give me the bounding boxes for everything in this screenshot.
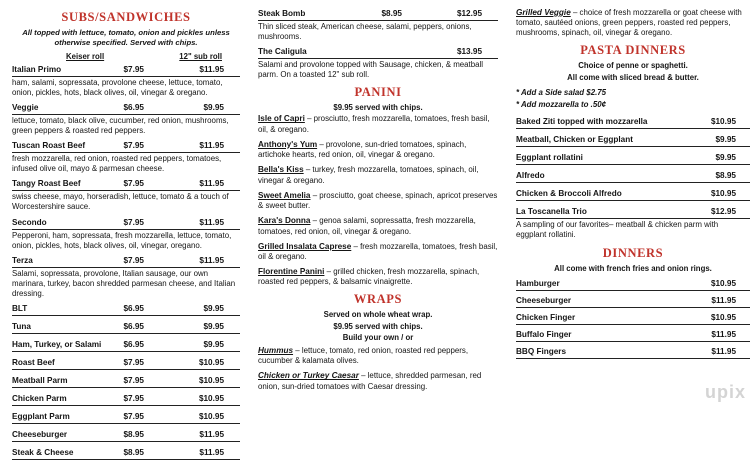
item-row	[12, 255, 240, 268]
item-price: $10.95	[710, 278, 736, 288]
menu-item	[12, 447, 240, 461]
item-description: swiss cheese, mayo, horseradish, lettuce, tomato & a touch of Worcestershire sauce.	[12, 192, 229, 212]
item-name: Grilled Insalata Caprese	[258, 241, 352, 251]
item-name: Meatball Parm	[12, 376, 68, 386]
menu-item	[12, 375, 240, 389]
dinners-note: All come with french fries and onion rings.	[554, 263, 712, 273]
pasta-addons	[516, 88, 750, 111]
item-price: $10.95	[710, 312, 736, 322]
item-description: ham, salami, sopressata, provolone cheese, lettuce, tomato, onion, pickles, hots, black olives, oil, vinegar & oregano.	[12, 78, 223, 98]
item-description: – grilled chicken, fresh mozzarella, spinach, roasted red peppers, & balsamic vinaigrette.	[258, 267, 480, 287]
item-price: $11.95	[711, 295, 736, 305]
item-price-subroll: $11.95	[199, 448, 224, 458]
item-price-subroll: $9.95	[203, 103, 224, 113]
item-name: BLT	[12, 303, 28, 313]
item-name: Sweet Amelia	[258, 190, 311, 200]
item-row	[516, 188, 750, 201]
menu-item	[12, 255, 240, 299]
item-description: – choice of fresh mozzarella or goat cheese with tomato, sautéed onions, green peppers, roasted red peppers, mushrooms, spinach, oil, vinegar & oregano.	[516, 8, 742, 38]
item-price-keiser: $7.95	[123, 217, 144, 227]
item-description	[12, 334, 240, 335]
menu-item	[12, 339, 240, 353]
menu-item	[258, 8, 498, 42]
item-price-subroll: $11.95	[199, 141, 224, 151]
wraps-section-title: WRAPS	[353, 292, 403, 307]
item-price-subroll: $12.95	[456, 9, 482, 18]
item-name: Hummus	[258, 345, 294, 355]
middle-column	[258, 8, 498, 451]
item-price-subroll: $11.95	[199, 255, 224, 265]
item-description	[12, 316, 240, 317]
item-price-keiser: $7.95	[123, 141, 144, 151]
left-column	[12, 8, 240, 458]
item-row	[12, 375, 240, 388]
item-name: La Toscanella Trio	[516, 207, 587, 217]
menu-item	[12, 303, 240, 317]
menu-item	[12, 393, 240, 407]
item-name: Steak Bomb	[258, 9, 306, 18]
item-description: Salami, sopressata, provolone, Italian sausage, our own marinara, turkey, bacon shredded parmesan cheese, and Italian dressing.	[12, 268, 236, 298]
item-description: – prosciutto, fresh mozzarella, tomatoes, fresh basil, oil, & oregano.	[258, 114, 490, 134]
pasta-list	[516, 116, 750, 240]
item-row	[516, 278, 750, 291]
item-name: Cheeseburger	[516, 295, 572, 305]
item-price-subroll: $9.95	[203, 321, 224, 331]
wraps-section	[258, 292, 498, 391]
item-row	[516, 346, 750, 359]
price-column-headers	[12, 52, 240, 61]
item-name: Chicken & Broccoli Alfredo	[516, 189, 622, 199]
item-name: Secondo	[12, 217, 47, 227]
item-name: Eggplant Parm	[12, 412, 70, 422]
item-name: Ham, Turkey, or Salami	[12, 339, 102, 349]
item-name: BBQ Fingers	[516, 346, 567, 356]
item-description: – lettuce, tomato, red onion, roasted red peppers, cucumber & kalamata olives.	[258, 345, 469, 366]
item-price-subroll: $13.95	[456, 47, 482, 57]
item-description: lettuce, tomato, black olive, cucumber, red onion, mushrooms, green peppers & roasted red peppers.	[12, 116, 229, 136]
item-row	[258, 46, 498, 59]
item-description: Thin sliced steak, American cheese, salami, peppers, onions, mushrooms.	[258, 22, 472, 42]
item-price-keiser: $6.95	[123, 339, 144, 349]
item-name: Roast Beef	[12, 357, 55, 367]
item-name: The Caligula	[258, 47, 307, 57]
item-price-subroll: $11.95	[199, 65, 224, 74]
item-price-keiser: $7.95	[123, 65, 144, 74]
menu-item	[258, 140, 498, 160]
dinners-section	[516, 246, 750, 359]
item-description	[516, 201, 750, 202]
item-name: Kara's Donna	[258, 216, 311, 226]
item-description: – genoa salami, sopressatta, fresh mozzarella, tomatoes, red onion, oil, vinegar & oregano.	[258, 216, 476, 236]
item-price-subroll: $10.95	[198, 357, 224, 367]
menu-item	[516, 295, 750, 308]
price-header-sub-roll: 12" sub roll	[179, 52, 222, 61]
menu-item	[516, 152, 750, 166]
item-price-keiser: $7.95	[123, 255, 144, 265]
item-row	[12, 393, 240, 406]
pasta-dinners-section	[516, 43, 750, 240]
item-description: – turkey, fresh mozzarella, tomatoes, spinach, oil, vinegar & oregano.	[258, 165, 479, 185]
item-price-subroll: $10.95	[198, 412, 224, 422]
item-price-subroll: $9.95	[203, 303, 224, 313]
item-description	[12, 388, 240, 389]
item-description: – provolone, sun-dried tomatoes, spinach, artichoke hearts, red onion, oil, vinegar & oregano.	[258, 139, 467, 160]
item-row	[12, 140, 240, 153]
item-name: Isle of Capri	[258, 114, 305, 124]
item-price-keiser: $8.95	[381, 9, 402, 18]
item-price-subroll: $11.95	[199, 179, 224, 189]
item-description	[12, 370, 240, 371]
menu-item	[516, 278, 750, 291]
menu-item	[258, 267, 498, 287]
item-name: Buffalo Finger	[516, 329, 572, 339]
menu-item	[12, 140, 240, 174]
item-name: Anthony's Yum	[258, 139, 318, 149]
item-row	[12, 64, 240, 77]
pasta-section-title: PASTA DINNERS	[580, 43, 686, 58]
item-price: $10.95	[710, 117, 736, 127]
item-description: fresh mozzarella, red onion, roasted red peppers, tomatoes, infused olive oil, mayo & parmesan cheese.	[12, 154, 222, 174]
item-row	[12, 178, 240, 191]
item-description	[12, 352, 240, 353]
item-price: $9.95	[715, 153, 736, 163]
item-price: $9.95	[715, 135, 736, 145]
item-price-keiser: $6.95	[123, 103, 144, 113]
pasta-addon-line: * Add mozzarella to .50¢	[516, 100, 607, 110]
item-row	[12, 217, 240, 230]
item-name: Chicken Parm	[12, 394, 67, 404]
item-name: Chicken or Turkey Caesar	[258, 371, 359, 381]
wraps-note-line: Served on whole wheat wrap.	[323, 310, 433, 320]
item-price-keiser: $8.95	[123, 430, 144, 440]
item-description	[516, 147, 750, 148]
wraps-list	[258, 346, 498, 392]
menu-item	[258, 371, 498, 391]
menu-item	[258, 216, 498, 236]
item-description: – prosciutto, goat cheese, spinach, apricot preserves & sweet butter.	[258, 190, 498, 211]
subs-list	[12, 64, 240, 461]
item-row	[516, 116, 750, 129]
subs-note: All topped with lettuce, tomato, onion and pickles unless otherwise specified. Served with chips.	[22, 28, 230, 47]
item-row	[516, 295, 750, 308]
menu-item	[12, 102, 240, 136]
menu-item	[516, 346, 750, 359]
item-price: $11.95	[711, 329, 736, 339]
item-row	[12, 321, 240, 334]
item-description	[12, 424, 240, 425]
item-row	[12, 447, 240, 460]
pasta-notes	[516, 61, 750, 82]
menu-item	[12, 357, 240, 371]
item-description	[12, 442, 240, 443]
item-name: Eggplant rollatini	[516, 153, 583, 163]
item-row	[516, 134, 750, 147]
item-row	[12, 102, 240, 115]
item-price: $8.95	[715, 171, 736, 181]
menu-item-grilled-veggie	[516, 8, 750, 38]
menu-item	[12, 429, 240, 443]
menu-item	[12, 217, 240, 251]
item-description: – lettuce, shredded parmesan, red onion, sun-dried tomatoes with Caesar dressing.	[258, 371, 482, 391]
item-price-subroll: $10.95	[198, 394, 224, 404]
item-name: Grilled Veggie	[516, 8, 571, 17]
item-name: Veggie	[12, 103, 39, 113]
item-price: $12.95	[710, 207, 736, 217]
item-row	[516, 312, 750, 325]
right-column	[516, 8, 750, 451]
specialty-subs-list	[258, 8, 498, 80]
item-name: Bella's Kiss	[258, 165, 304, 175]
item-description: Pepperoni, ham, sopressata, fresh mozzarella, lettuce, tomato, onion, pickles, hots, black olives, oil, vinegar, oregano.	[12, 230, 232, 250]
item-name: Meatball, Chicken or Eggplant	[516, 135, 633, 145]
wraps-note-line: $9.95 served with chips.	[333, 321, 423, 331]
item-name: Tuscan Roast Beef	[12, 141, 86, 151]
dinners-section-title: DINNERS	[602, 245, 664, 260]
menu-item	[258, 46, 498, 80]
subs-section-title: SUBS/SANDWICHES	[61, 10, 191, 24]
item-name: Italian Primo	[12, 65, 62, 74]
item-description: Salami and provolone topped with Sausage, chicken, & meatball parm. On a toasted 12" sub roll.	[258, 60, 484, 80]
item-name: Baked Ziti topped with mozzarella	[516, 117, 648, 127]
item-price-keiser: $8.95	[123, 448, 144, 458]
menu-item	[12, 64, 240, 98]
item-row	[516, 170, 750, 183]
menu-item	[12, 321, 240, 335]
item-price-keiser: $7.95	[123, 376, 144, 386]
item-name: Hamburger	[516, 278, 560, 288]
item-row	[12, 429, 240, 442]
menu-item	[516, 188, 750, 202]
item-price-keiser: $6.95	[123, 303, 144, 313]
wraps-note-line: Build your own / or	[342, 332, 414, 342]
menu-item	[516, 329, 750, 342]
menu-item	[12, 411, 240, 425]
item-row	[12, 357, 240, 370]
panini-list	[258, 114, 498, 287]
item-name: Tangy Roast Beef	[12, 179, 81, 189]
item-name: Chicken Finger	[516, 312, 576, 322]
item-row	[12, 303, 240, 316]
menu-item	[258, 165, 498, 185]
item-price: $11.95	[711, 346, 736, 356]
menu-item	[258, 114, 498, 134]
item-name: Tuna	[12, 321, 31, 331]
item-name: Cheeseburger	[12, 430, 68, 440]
menu-item	[12, 178, 240, 212]
pasta-addon-line: * Add a Side salad $2.75	[516, 87, 607, 97]
item-row	[516, 152, 750, 165]
item-price-keiser: $7.95	[123, 394, 144, 404]
item-price-subroll: $10.95	[198, 376, 224, 386]
item-description: A sampling of our favorites– meatball & chicken parm with eggplant rollatini.	[516, 220, 719, 240]
panini-section-title: PANINI	[354, 85, 402, 100]
item-row	[12, 339, 240, 352]
item-row	[258, 8, 498, 21]
item-name: Terza	[12, 255, 33, 265]
wraps-notes	[258, 310, 498, 342]
item-price-keiser: $7.95	[123, 179, 144, 189]
pasta-note-line: Choice of penne or spaghetti.	[578, 61, 688, 71]
menu-item	[258, 346, 498, 366]
item-description	[516, 129, 750, 130]
menu-item	[516, 134, 750, 148]
item-description: – fresh mozzarella, tomatoes, fresh basil, oil & oregano.	[258, 241, 498, 261]
item-price-subroll: $11.95	[199, 217, 224, 227]
item-description	[516, 165, 750, 166]
item-row	[516, 206, 750, 219]
menu-item	[516, 206, 750, 240]
menu-item	[516, 312, 750, 325]
watermark: upix	[704, 382, 746, 402]
item-name: Florentine Panini	[258, 267, 325, 276]
menu-item	[258, 242, 498, 262]
item-price-subroll: $9.95	[203, 339, 224, 349]
item-name: Steak & Cheese	[12, 448, 74, 458]
item-row	[12, 411, 240, 424]
item-price: $10.95	[710, 189, 736, 199]
item-description	[516, 183, 750, 184]
item-name: Alfredo	[516, 171, 545, 181]
item-price-keiser: $7.95	[123, 412, 144, 422]
menu-item	[258, 191, 498, 211]
panini-section	[258, 85, 498, 287]
pasta-note-line: All come with sliced bread & butter.	[567, 72, 699, 82]
item-row	[516, 329, 750, 342]
panini-note: $9.95 served with chips.	[333, 103, 423, 113]
item-price-keiser: $6.95	[123, 321, 144, 331]
item-price-keiser: $7.95	[123, 357, 144, 367]
menu-item	[516, 116, 750, 130]
item-description	[12, 406, 240, 407]
dinners-list	[516, 278, 750, 359]
menu-item	[516, 170, 750, 184]
price-header-keiser-roll: Keiser roll	[66, 52, 105, 61]
item-price-subroll: $11.95	[199, 430, 224, 440]
